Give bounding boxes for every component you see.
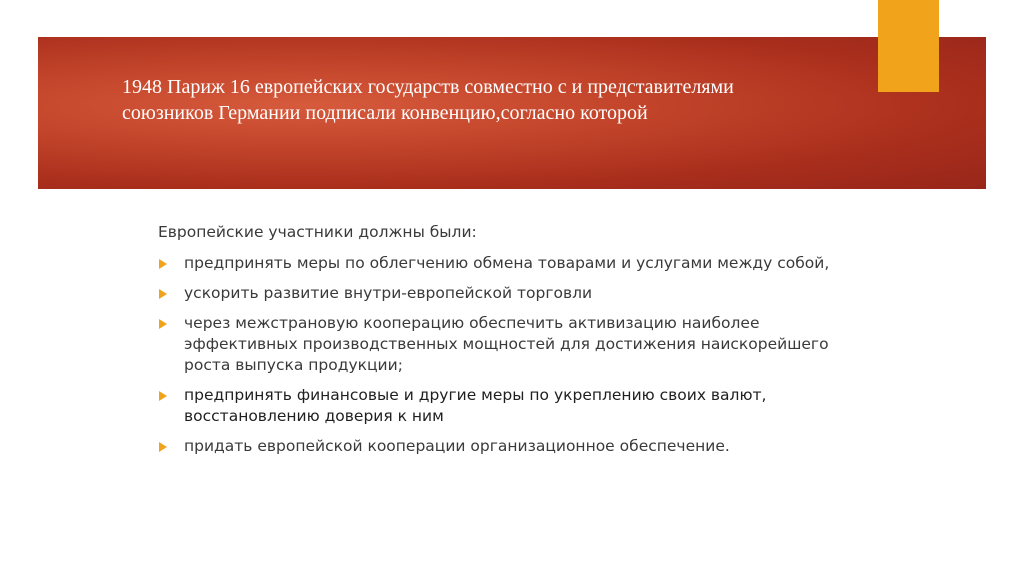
bullet-item	[158, 283, 878, 304]
bullet-text: ускорить развитие внутри-европейской торговли	[184, 284, 593, 302]
bullet-item	[158, 436, 878, 457]
bullet-item	[158, 385, 878, 427]
slide-content	[158, 222, 878, 466]
triangle-right-icon	[159, 259, 167, 269]
triangle-right-icon	[159, 289, 167, 299]
triangle-right-icon	[159, 319, 167, 329]
bullet-text: предпринять финансовые и другие меры по укреплению своих валют, восстановлению доверия к ним	[184, 386, 767, 425]
bullet-text: предпринять меры по облегчению обмена товарами и услугами между собой,	[184, 254, 830, 272]
slide-title: 1948 Париж 16 европейских государств совместно с и представителями союзников Германии подписали конвенцию,согласно которой	[122, 76, 734, 124]
accent-rectangle	[878, 0, 939, 92]
intro-text: Европейские участники должны были:	[158, 223, 477, 241]
bullet-item	[158, 253, 878, 274]
bullet-text: через межстрановую кооперацию обеспечить активизацию наиболее эффективных производственных мощностей для достижения наискорейшего роста выпуска продукции;	[184, 314, 829, 374]
bullet-text: придать европейской кооперации организационное обеспечение.	[184, 437, 730, 455]
triangle-right-icon	[159, 391, 167, 401]
bullet-item	[158, 313, 878, 376]
triangle-right-icon	[159, 442, 167, 452]
bullet-list	[158, 253, 878, 457]
